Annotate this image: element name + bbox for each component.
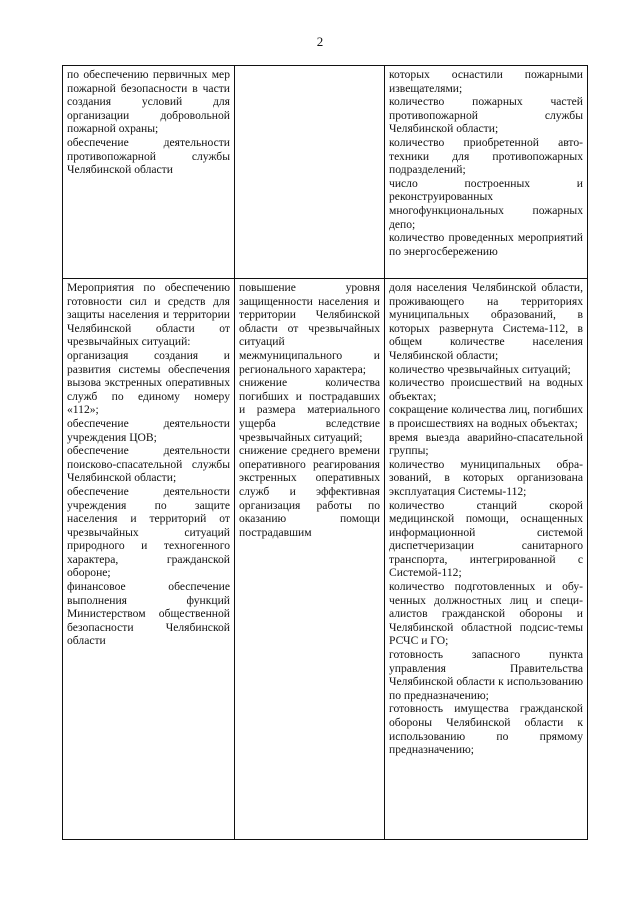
cell-paragraph: доля населения Челябинской области, проживающего на территориях муниципальных образований, в которых развернута Система-112, в общем количестве населения Челябинской области; xyxy=(389,281,583,362)
cell-paragraph: число построенных и реконструированных многофункциональных пожарных депо; xyxy=(389,176,583,231)
cell-paragraph: организация создания и развития системы обеспечения вызова экстренных оперативных служб по единому номеру «112»; xyxy=(67,348,230,417)
cell-paragraph: снижение количества погибших и пострадавших и размера материального ущерба вследствие чрезвычайных ситуаций; xyxy=(239,376,380,444)
cell-paragraph: которых оснастили пожарными извещателями; xyxy=(389,68,583,95)
cell-paragraph: количество станций скорой медицинской помощи, оснащенных информационной системой диспетчеризации санитарного транспорта, интегрированной с Системой-112; xyxy=(389,498,583,580)
cell-paragraph: обеспечение деятельности учреждения по защите населения и территорий от чрезвычайных ситуаций природного и техногенного характера, гражданской обороне; xyxy=(67,484,230,580)
cell-paragraph: повышение уровня защищенности населения и территории Челябинской области от чрезвычайных ситуаций межмуниципального и регионального характера; xyxy=(239,281,380,376)
cell-paragraph: обеспечение деятельности противопожарной службы Челябинской области xyxy=(67,135,230,177)
cell-paragraph: готовность имущества гражданской обороны Челябинской области к использованию по прямому предназначению; xyxy=(389,702,583,757)
cell-paragraph: количество пожарных частей противопожарной службы Челябинской области; xyxy=(389,95,583,136)
activity-cell xyxy=(63,279,235,840)
cell-paragraph: Мероприятия по обеспечению готовности сил и средств для защиты населения и территории Челябинской области от чрезвычайных ситуаций: xyxy=(67,281,230,349)
indicator-cell xyxy=(385,279,588,840)
cell-paragraph: количество происшествий на водных объектах; xyxy=(389,376,583,403)
cell-paragraph: количество чрезвычайных ситуаций; xyxy=(389,362,571,376)
page-number: 2 xyxy=(316,34,324,49)
cell-paragraph: обеспечение деятельности поисково-спасательной службы Челябинской области; xyxy=(67,444,230,485)
result-cell xyxy=(235,279,385,840)
cell-paragraph: количество муниципальных обра-зований, в которых организована эксплуатация Системы-112; xyxy=(389,457,583,498)
cell-paragraph: финансовое обеспечение выполнения функций Министерством общественной безопасности Челябинской области xyxy=(67,580,230,648)
cell-paragraph: количество приобретенной авто-техники для противопожарных подразделений; xyxy=(389,135,583,177)
table-row xyxy=(63,279,588,840)
cell-paragraph: количество проведенных мероприятий по энергосбережению xyxy=(389,231,583,258)
result-cell xyxy=(235,66,385,279)
activity-cell xyxy=(63,66,235,279)
table-row xyxy=(63,66,588,279)
indicator-cell xyxy=(385,66,588,279)
cell-paragraph: обеспечение деятельности учреждения ЦОВ; xyxy=(67,416,230,444)
cell-paragraph: время выезда аварийно-спасательной группы; xyxy=(389,430,583,458)
cell-paragraph: готовность запасного пункта управления Правительства Челябинской области к использованию по предназначению; xyxy=(389,648,583,702)
cell-paragraph: снижение среднего времени оперативного реагирования экстренных оперативных служб и эффективная организация работы по оказанию помощи пострадавшим xyxy=(239,444,380,539)
program-table xyxy=(62,65,588,840)
cell-paragraph: по обеспечению первичных мер пожарной безопасности в части создания условий для организации добровольной пожарной охраны; xyxy=(67,68,230,136)
cell-paragraph: сокращение количества лиц, погибших в происшествиях на водных объектах; xyxy=(389,403,583,430)
cell-paragraph: количество подготовленных и обу-ченных должностных лиц и специ-алистов гражданской обороны и Челябинской областной подсис-темы РСЧС и ГО; xyxy=(389,580,583,648)
